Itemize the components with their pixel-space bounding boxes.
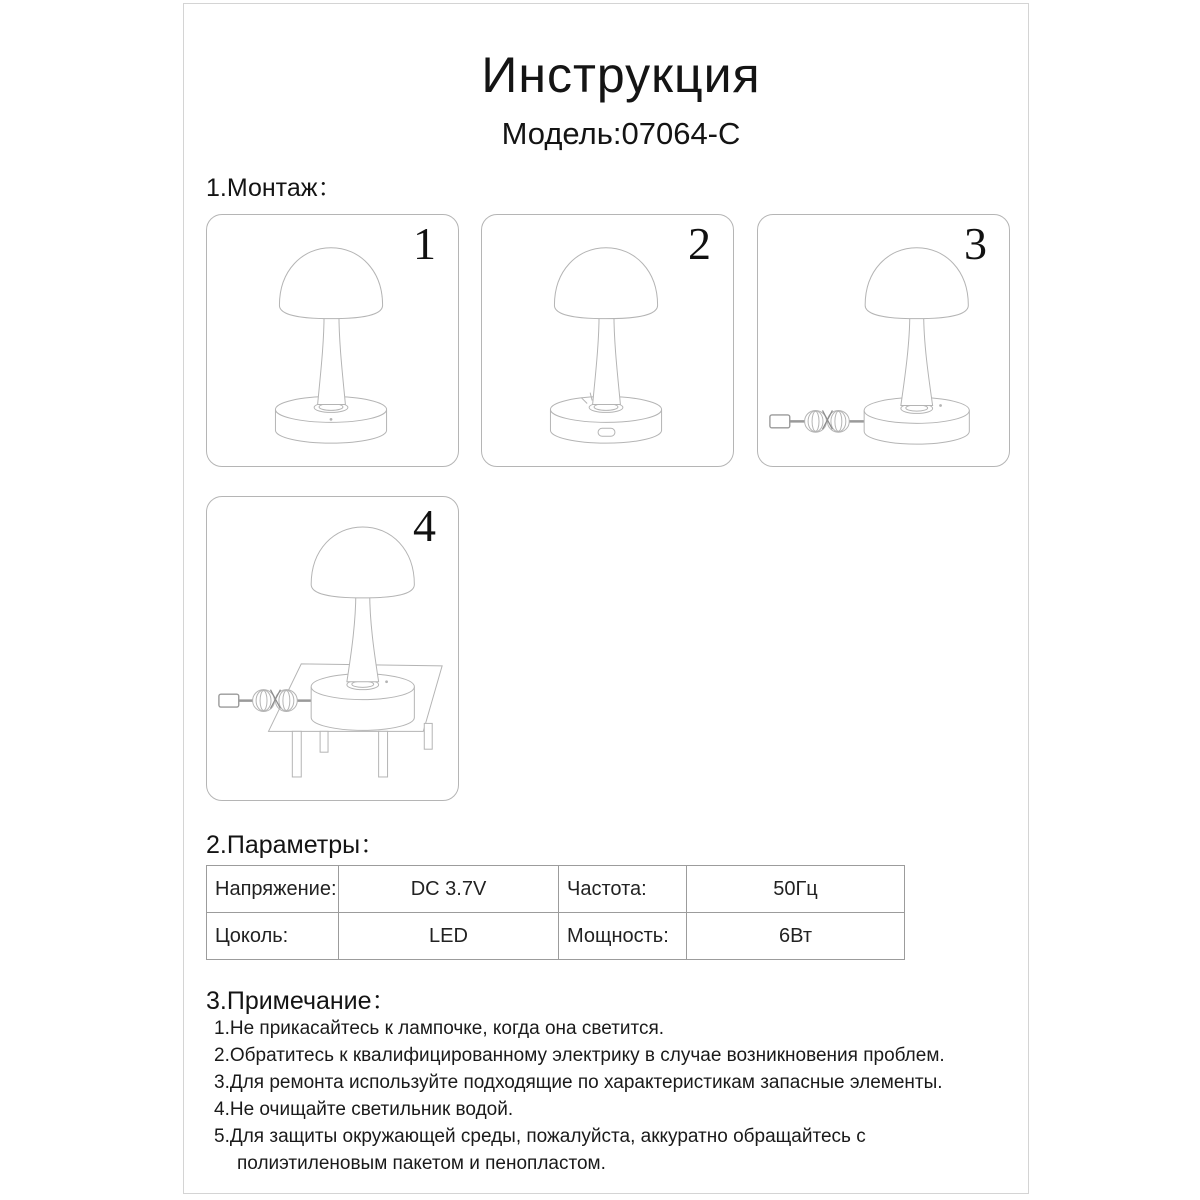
power-button-dot — [385, 680, 388, 683]
table-row — [207, 913, 905, 960]
param-label-power: Мощность: — [559, 913, 687, 960]
usb-plug-icon — [770, 415, 790, 428]
usb-cable — [770, 410, 865, 432]
note-item-5: 5.Для защиты окружающей среды, пожалуйста, аккуратно обращайтесь с полиэтиленовым пакетом и пенопластом. — [214, 1126, 866, 1174]
note-item-4: 4.Не очищайте светильник водой. — [214, 1099, 514, 1120]
param-value-voltage: DC 3.7V — [339, 866, 559, 913]
param-value-power: 6Вт — [687, 913, 905, 960]
model-number: Модель:07064-C — [501, 116, 741, 151]
lamp-base — [311, 674, 414, 731]
step-number-2: 2 — [688, 218, 711, 269]
lamp-dome — [865, 248, 968, 319]
note-item-3: 3.Для ремонта используйте подходящие по характеристикам запасные элементы. — [214, 1072, 943, 1093]
usb-plug-icon — [219, 694, 239, 707]
step-panel-1 — [206, 214, 459, 467]
step-panel-2 — [481, 214, 734, 467]
lamp-stem — [901, 314, 933, 405]
step-number-1: 1 — [413, 218, 436, 269]
param-value-frequency: 50Гц — [687, 866, 905, 913]
param-label-socket: Цоколь: — [207, 913, 339, 960]
power-button-dot — [939, 404, 942, 407]
lamp-stem — [318, 314, 346, 404]
page-title: Инструкция — [481, 47, 761, 103]
step-panel-4 — [206, 496, 459, 801]
lamp-dome — [279, 248, 382, 319]
lamp-stem — [347, 593, 379, 681]
param-label-voltage: Напряжение: — [207, 866, 339, 913]
note-item-1: 1.Не прикасайтесь к лампочке, когда она светится. — [214, 1018, 665, 1039]
parameters-table — [206, 865, 905, 960]
lamp-dome — [554, 248, 657, 319]
table-row — [207, 866, 905, 913]
section-heading-parameters: 2.Параметры： — [206, 831, 386, 859]
power-button-dot — [330, 418, 333, 421]
param-label-frequency: Частота: — [559, 866, 687, 913]
section-heading-montage: 1.Монтаж： — [206, 174, 343, 202]
param-value-socket: LED — [339, 913, 559, 960]
note-item-2: 2.Обратитесь к квалифицированному электрику в случае возникновения проблем. — [214, 1045, 945, 1066]
instruction-sheet — [183, 3, 1029, 1194]
lamp-dome — [311, 527, 414, 598]
notes-list — [214, 1015, 992, 1177]
step-panel-3 — [757, 214, 1010, 467]
cable-coil — [805, 410, 850, 432]
cable-coil — [253, 690, 298, 712]
section-heading-notes: 3.Примечание： — [206, 987, 397, 1015]
lamp-stem — [593, 314, 621, 404]
step-number-3: 3 — [964, 218, 987, 269]
step-number-4: 4 — [413, 500, 436, 551]
